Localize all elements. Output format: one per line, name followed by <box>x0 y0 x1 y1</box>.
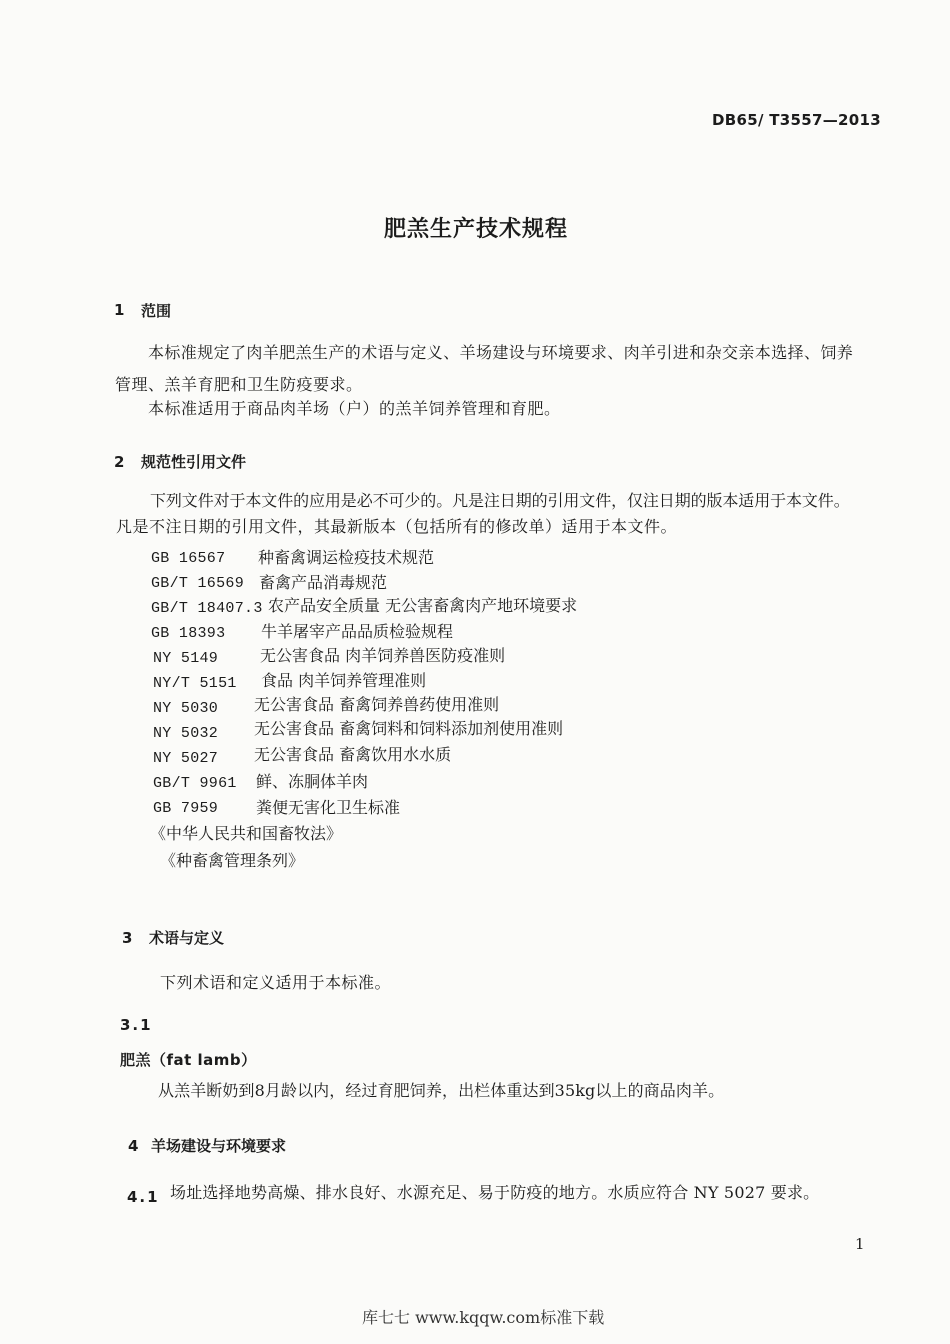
section-1-paragraph-2: 本标准适用于商品肉羊场（户）的羔羊饲养管理和育肥。 <box>148 399 561 418</box>
reference-code: NY 5030 <box>153 700 219 717</box>
reference-code: NY 5149 <box>153 650 219 667</box>
law-reference: 《中华人民共和国畜牧法》 <box>150 824 343 843</box>
item-text: 场址选择地势高燥、排水良好、水源充足、易于防疫的地方。水质应符合 NY 5027 要求。 <box>170 1183 820 1202</box>
page-number: 1 <box>855 1235 865 1253</box>
reference-title: 无公害食品 畜禽饲料和饲料添加剂使用准则 <box>254 719 564 738</box>
reference-title: 无公害食品 畜禽饮用水水质 <box>254 745 452 764</box>
section-2-intro-line-1: 下列文件对于本文件的应用是必不可少的。凡是注日期的引用文件，仅注日期的版本适用于本文件。 <box>150 491 850 510</box>
reference-code: NY 5032 <box>153 725 219 742</box>
reference-title: 无公害食品 肉羊饲养兽医防疫准则 <box>260 646 506 665</box>
reference-code: GB 18393 <box>151 625 226 642</box>
section-1-number: 1 <box>114 301 125 319</box>
section-3-number: 3 <box>122 929 133 947</box>
reference-code: GB 16567 <box>151 550 226 567</box>
reference-title: 粪便无害化卫生标准 <box>256 798 401 817</box>
term-number: 3.1 <box>120 1016 153 1034</box>
section-1-paragraph-1-line-2: 管理、羔羊育肥和卫生防疫要求。 <box>115 375 363 394</box>
reference-title: 食品 肉羊饲养管理准则 <box>261 671 427 690</box>
section-4-number: 4 <box>128 1137 139 1155</box>
section-2-title: 规范性引用文件 <box>141 453 247 471</box>
section-1-paragraph-1-line-1: 本标准规定了肉羊肥羔生产的术语与定义、羊场建设与环境要求、肉羊引进和杂交亲本选择、饲养 <box>148 343 854 362</box>
law-reference: 《种畜禽管理条列》 <box>160 851 305 870</box>
reference-code: NY 5027 <box>153 750 219 767</box>
section-4-title: 羊场建设与环境要求 <box>151 1137 287 1155</box>
reference-title: 无公害食品 畜禽饲养兽药使用准则 <box>254 695 500 714</box>
reference-code: NY/T 5151 <box>153 675 237 692</box>
footer-text: 库七七 www.kqqw.com标准下载 <box>362 1308 605 1327</box>
reference-title: 种畜禽调运检疫技术规范 <box>258 548 435 567</box>
term-definition: 从羔羊断奶到8月龄以内，经过育肥饲养，出栏体重达到35kg以上的商品肉羊。 <box>158 1081 725 1100</box>
reference-title: 农产品安全质量 无公害畜禽肉产地环境要求 <box>268 596 578 615</box>
section-2-number: 2 <box>114 453 125 471</box>
reference-code: GB/T 18407.3 <box>151 600 263 617</box>
item-number: 4.1 <box>127 1188 160 1206</box>
page-title: 肥羔生产技术规程 <box>384 217 569 242</box>
reference-title: 畜禽产品消毒规范 <box>259 573 388 592</box>
section-3-intro: 下列术语和定义适用于本标准。 <box>160 973 392 992</box>
document-code: DB65/ T3557—2013 <box>712 111 881 129</box>
reference-code: GB 7959 <box>153 800 219 817</box>
term-name: 肥羔（fat lamb） <box>120 1051 257 1069</box>
reference-title: 鲜、冻胴体羊肉 <box>256 772 369 791</box>
section-3-title: 术语与定义 <box>149 929 225 947</box>
section-2-intro-line-2: 凡是不注日期的引用文件，其最新版本（包括所有的修改单）适用于本文件。 <box>116 517 678 536</box>
reference-code: GB/T 9961 <box>153 775 237 792</box>
section-1-title: 范围 <box>141 302 172 320</box>
reference-code: GB/T 16569 <box>151 575 245 592</box>
reference-title: 牛羊屠宰产品品质检验规程 <box>261 622 454 641</box>
